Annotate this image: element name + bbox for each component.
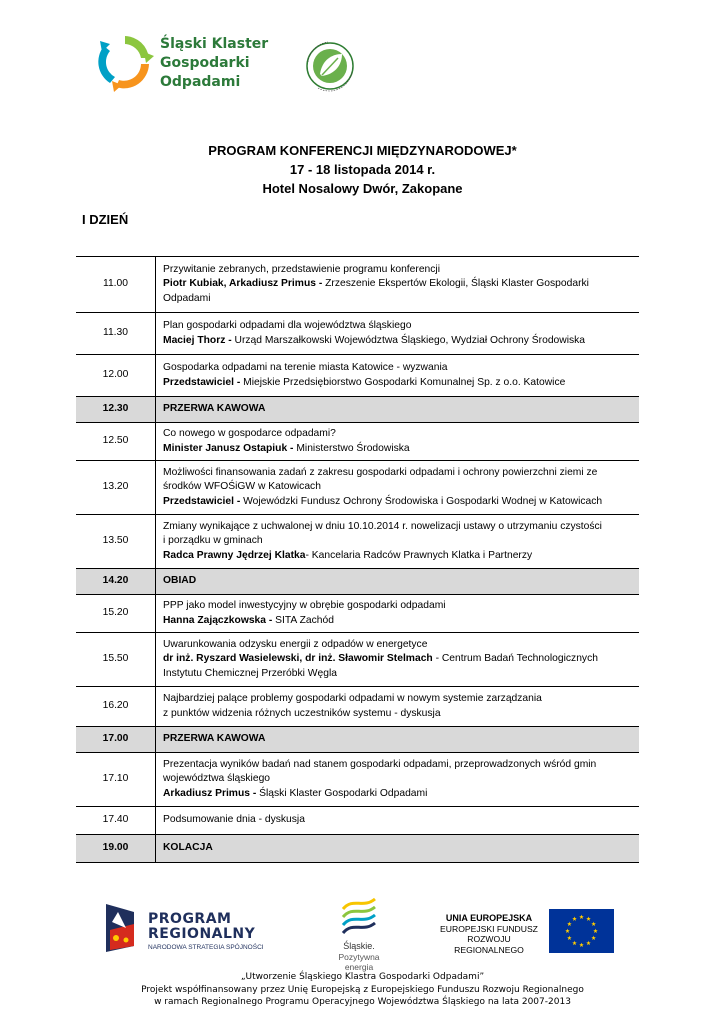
program-line: w ramach Regionalnego Programu Operacyjnego Województwa Śląskiego na lata 2007-2013 <box>154 997 571 1007</box>
slaskie-slogan: Pozytywna energia <box>338 952 380 972</box>
zee-logo <box>288 30 368 100</box>
schedule-row <box>76 633 639 687</box>
speaker-name: Przedstawiciel - <box>163 376 244 388</box>
session-time: 14.20 <box>76 569 156 595</box>
session-description <box>156 397 640 423</box>
description-line <box>163 667 635 682</box>
klaster-logo <box>94 30 269 94</box>
eu-flag-icon <box>549 909 614 953</box>
session-description <box>156 835 640 863</box>
footer-note <box>0 971 725 1009</box>
speaker-name: Piotr Kubiak, Arkadiusz Primus - <box>163 278 326 290</box>
schedule-row <box>76 257 639 313</box>
funding-line: Projekt współfinansowany przez Unię Europejską z Europejskiego Funduszu Rozwoju Regionalnego <box>141 984 584 995</box>
schedule-row <box>76 355 639 397</box>
session-description <box>156 515 640 569</box>
program-title <box>0 141 725 198</box>
line-text: województwa śląskiego <box>163 773 271 785</box>
description-line <box>163 480 635 495</box>
description-line <box>163 614 635 629</box>
description-line <box>163 263 635 278</box>
line-text: Gospodarka odpadami na terenie miasta Katowice - wyzwania <box>163 362 448 373</box>
line-text: KOLACJA <box>163 842 213 854</box>
schedule-row <box>76 753 639 807</box>
line-text: i porządku w gminach <box>163 535 263 547</box>
program-regionalny-logo <box>104 902 284 954</box>
line-text: SITA Zachód <box>275 614 334 626</box>
session-description <box>156 461 640 515</box>
line-text: PRZERWA KAWOWA <box>163 733 266 745</box>
session-time: 17.40 <box>76 807 156 835</box>
description-line <box>163 638 635 653</box>
session-description <box>156 423 640 461</box>
session-time: 17.00 <box>76 727 156 753</box>
slaskie-name: Śląskie. <box>343 941 375 951</box>
line-text: Zrzeszenie Ekspertów Ekologii, Śląski Klaster Gospodarki <box>325 278 589 290</box>
pr-line1: PROGRAM <box>148 911 232 927</box>
session-time: 19.00 <box>76 835 156 863</box>
description-line <box>163 427 635 442</box>
description-line <box>163 466 635 481</box>
session-description <box>156 595 640 633</box>
schedule-row <box>76 423 639 461</box>
line-text: Co nowego w gospodarce odpadami? <box>163 428 336 439</box>
session-time: 16.20 <box>76 687 156 727</box>
session-description <box>156 727 640 753</box>
session-description <box>156 313 640 355</box>
line-text: Najbardziej palące problemy gospodarki odpadami w nowym systemie zarządzania <box>163 693 542 704</box>
venue-line: Hotel Nosalowy Dwór, Zakopane <box>262 181 463 196</box>
session-description <box>156 569 640 595</box>
session-time: 11.00 <box>76 257 156 313</box>
description-line <box>163 520 635 535</box>
speaker-name: Przedstawiciel - <box>163 495 244 507</box>
session-description <box>156 633 640 687</box>
date-line: 17 - 18 listopada 2014 r. <box>289 162 436 177</box>
session-description <box>156 355 640 397</box>
schedule-row <box>76 687 639 727</box>
description-line <box>163 787 635 802</box>
schedule-row <box>76 313 639 355</box>
speaker-name: Hanna Zajączkowska - <box>163 614 276 626</box>
schedule-row <box>76 807 639 835</box>
line-text: Uwarunkowania odzysku energii z odpadów w energetyce <box>163 638 428 650</box>
pr-subtitle: NARODOWA STRATEGIA SPÓJNOŚCI <box>148 944 264 951</box>
description-line <box>163 442 635 457</box>
description-line <box>163 549 635 564</box>
line-text: Wojewódzki Fundusz Ochrony Środowiska i Gospodarki Wodnej w Katowicach <box>243 495 603 507</box>
description-line <box>163 574 635 589</box>
session-time: 15.20 <box>76 595 156 633</box>
session-time: 13.20 <box>76 461 156 515</box>
description-line <box>163 772 635 787</box>
recycling-arrows-icon <box>94 30 156 94</box>
eu-logo <box>434 909 614 953</box>
description-line <box>163 495 635 510</box>
description-line <box>163 319 635 334</box>
line-text: Miejskie Przedsiębiorstwo Gospodarki Komunalnej Sp. z o.o. Katowice <box>243 376 566 388</box>
line-text: Możliwości finansowania zadań z zakresu gospodarki odpadami i ochrony powierzchni ziemi ze <box>163 466 598 478</box>
waves-icon <box>339 895 379 939</box>
description-line <box>163 534 635 549</box>
line-text: OBIAD <box>163 575 197 587</box>
eu-line2: EUROPEJSKI FUNDUSZ <box>440 923 538 934</box>
line-text: Prezentacja wyników badań nad stanem gospodarki odpadami, przeprowadzonych wśród gmin <box>163 758 597 770</box>
session-time: 11.30 <box>76 313 156 355</box>
description-line <box>163 277 635 292</box>
session-time: 17.10 <box>76 753 156 807</box>
description-line <box>163 376 635 391</box>
klaster-name-line: Śląski Klaster <box>160 36 269 52</box>
line-text: z punktów widzenia różnych uczestników systemu - dyskusja <box>163 707 441 719</box>
line-text: Przywitanie zebranych, przedstawienie programu konferencji <box>163 263 441 275</box>
line-text: Urząd Marszałkowski Województwa Śląskiego, Wydział Ochrony Środowiska <box>234 334 586 346</box>
description-line <box>163 707 635 722</box>
schedule-row <box>76 461 639 515</box>
schedule-row <box>76 515 639 569</box>
speaker-name: Arkadiusz Primus - <box>163 787 260 799</box>
eu-line1: UNIA EUROPEJSKA <box>445 913 533 923</box>
flag-stars-icon <box>104 902 144 954</box>
line-text: Instytutu Chemicznej Przeróbki Węgla <box>163 667 337 679</box>
description-line <box>163 652 635 667</box>
description-line <box>163 361 635 376</box>
session-description <box>156 753 640 807</box>
eu-line3: ROZWOJU REGIONALNEGO <box>454 934 524 955</box>
description-line <box>163 402 635 417</box>
line-text: Zmiany wynikające z uchwalonej w dniu 10.10.2014 r. nowelizacji ustawy o utrzymaniu czystości <box>163 520 602 532</box>
speaker-name: dr inż. Ryszard Wasielewski, dr inż. Sławomir Stelmach <box>163 653 433 665</box>
line-text: Podsumowanie dnia - dyskusja <box>163 814 305 826</box>
session-description <box>156 807 640 835</box>
line-text: Śląski Klaster Gospodarki Odpadami <box>259 787 428 799</box>
line-text: Odpadami <box>163 292 211 304</box>
line-text: PPP jako model inwestycyjny w obrębie gospodarki odpadami <box>163 600 446 611</box>
line-text: Ministerstwo Środowiska <box>296 442 410 454</box>
session-time: 15.50 <box>76 633 156 687</box>
description-line <box>163 758 635 773</box>
title-line: PROGRAM KONFERENCJI MIĘDZYNARODOWEJ* <box>208 143 517 158</box>
description-line <box>163 292 635 307</box>
slaskie-logo <box>324 895 394 972</box>
description-line <box>163 732 635 747</box>
klaster-name-line: Gospodarki <box>160 55 250 71</box>
session-time: 12.00 <box>76 355 156 397</box>
leaf-seal-icon <box>288 30 368 100</box>
day-heading: I DZIEŃ <box>82 212 129 227</box>
description-line <box>163 692 635 707</box>
schedule-row <box>76 595 639 633</box>
line-text: Plan gospodarki odpadami dla województwa śląskiego <box>163 320 412 331</box>
session-description <box>156 687 640 727</box>
session-time: 12.50 <box>76 423 156 461</box>
break-row <box>76 397 639 423</box>
session-description <box>156 257 640 313</box>
session-time: 12.30 <box>76 397 156 423</box>
description-line <box>163 841 635 856</box>
description-line <box>163 599 635 614</box>
description-line <box>163 334 635 349</box>
speaker-name: Minister Janusz Ostapiuk - <box>163 442 297 454</box>
pr-line2: REGIONALNY <box>148 926 256 942</box>
session-time: 13.50 <box>76 515 156 569</box>
line-text: PRZERWA KAWOWA <box>163 403 266 415</box>
speaker-name: Radca Prawny Jędrzej Klatka <box>163 549 306 561</box>
line-text: - Centrum Badań Technologicznych <box>432 653 598 665</box>
break-row <box>76 835 639 863</box>
schedule-table <box>76 256 639 863</box>
klaster-name-line: Odpadami <box>160 74 241 90</box>
project-title: „Utworzenie Śląskiego Klastra Gospodarki Odpadami” <box>240 972 485 982</box>
break-row <box>76 569 639 595</box>
line-text: - Kancelaria Radców Prawnych Klatka i Partnerzy <box>305 549 533 561</box>
description-line <box>163 813 635 828</box>
line-text: środków WFOŚiGW w Katowicach <box>163 481 321 493</box>
break-row <box>76 727 639 753</box>
speaker-name: Maciej Thorz - <box>163 334 235 346</box>
